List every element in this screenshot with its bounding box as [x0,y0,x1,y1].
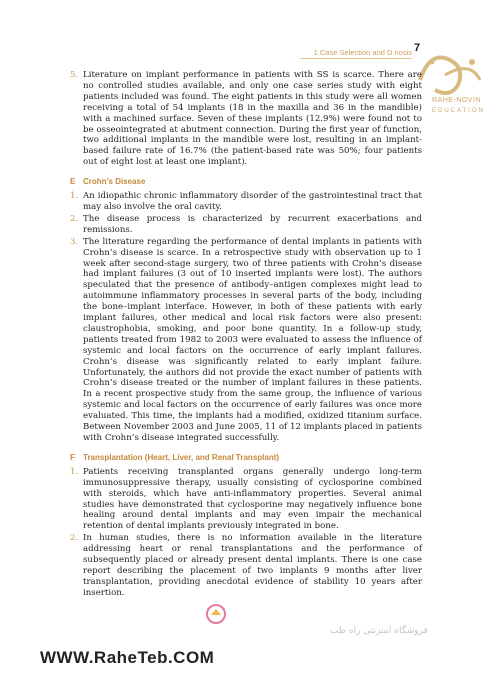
item-text: An idiopathic chronic inflammatory disorder of the gastrointestinal tract that may also involve the oral cavity. [83,191,422,212]
watermark-persian: فروشگاه اینترنتی راه طب [330,626,428,636]
item-number: 1. [70,466,79,477]
item-text: In human studies, there is no information available in the literature addressing heart or renal transplantations and the performance of subsequently placed or already present dental implants. There is one case report describing the placement of two implants 9 months after liver transplantation, providing anecdotal evidence of stability 10 years after insertion. [83,533,422,598]
list-item [70,533,422,598]
section-title: Crohn’s Disease [83,177,146,187]
list-item [70,214,422,236]
list-item [70,191,422,213]
watermark-url: WWW.RaheTeb.COM [40,648,215,667]
item-text: The disease process is characterized by recurrent exacerbations and remissions. [83,213,422,235]
item-number: 1. [70,191,79,202]
section-heading-transplantation [70,453,422,464]
section-letter: E [70,177,76,187]
page-number: 7 [414,42,421,54]
running-head: 1 Case Selection and D nosis [313,48,412,57]
list-item [70,467,422,532]
item-text: Literature on implant performance in patients with SS is scarce. There are no controlled studies available, and only one case series study with eight patients included was found. The eight patients in this study were all women receiving a total of 54 implants (18 in the maxilla and 36 in the mandible) with a machined surface. Seven of these implants (12.9%) were found not to be osseointegrated at abutment connection. During the first year of function, two additional implants in the mandible were lost, resulting in an implant-based failure rate of 16.7% (the patient-based rate was 50%; four patients out of eight lost at least one implant). [83,70,422,168]
item-number: 2. [70,533,79,544]
section-heading-crohns [70,177,422,188]
item-text: The literature regarding the performance of dental implants in patients with Crohn’s disease is scarce. In a retrospective study with observation up to 1 week after second-stage surgery, two of three patients with Crohn’s disease had implant failures (3 out of 10 inserted implants were lost). The authors speculated that the presence of antibody–antigen complexes might lead to autoimmune inflammatory processes in several parts of the body, including the bone–implant interface. However, in both of these patients with early implant failures, other medical and local risk factors were also present: claustrophobia, smoking, and poor bone quantity. In a follow-up study, patients treated from 1982 to 2003 were evaluated to assess the influence of systemic and local factors on the occurrence of early implant failures. Crohn’s disease was significantly related to early implant failure. Unfortunately, the authors did not provide the exact number of patients with Crohn’s disease treated or the number of implant failures in these patients. In a recent prospective study from the same group, the influence of various systemic and local factors on the occurrence of early failures was once more evaluated. This time, the implants had a modified, oxidized titanium surface. Between November 2003 and June 2005, 11 of 12 implants placed in patients with Crohn’s disease integrated successfully. [83,236,422,443]
section-title: Transplantation (Heart, Liver, and Renal Transplant) [83,452,280,462]
list-item [70,70,422,168]
logo-name: RAHE-NOVIN [432,97,481,104]
item-text: Patients receiving transplanted organs generally undergo long-term immunosuppressive therapy, usually consisting of cyclosporine combined with steroids, which have anti-inflammatory properties. Several animal studies have demonstrated that cyclosporine may negatively influence bone healing around dental implants and may even impair the mechanical retention of dental implants previously integrated in bone. [83,466,422,532]
page-content [70,70,422,600]
watermark-badge-icon [205,603,227,625]
logo-subtitle: EDUCATION [432,108,485,114]
list-item [70,237,422,444]
header-rule [300,58,412,59]
item-number: 5. [70,70,79,80]
section-letter: F [70,452,75,462]
item-number: 3. [70,236,79,247]
item-number: 2. [70,213,79,224]
